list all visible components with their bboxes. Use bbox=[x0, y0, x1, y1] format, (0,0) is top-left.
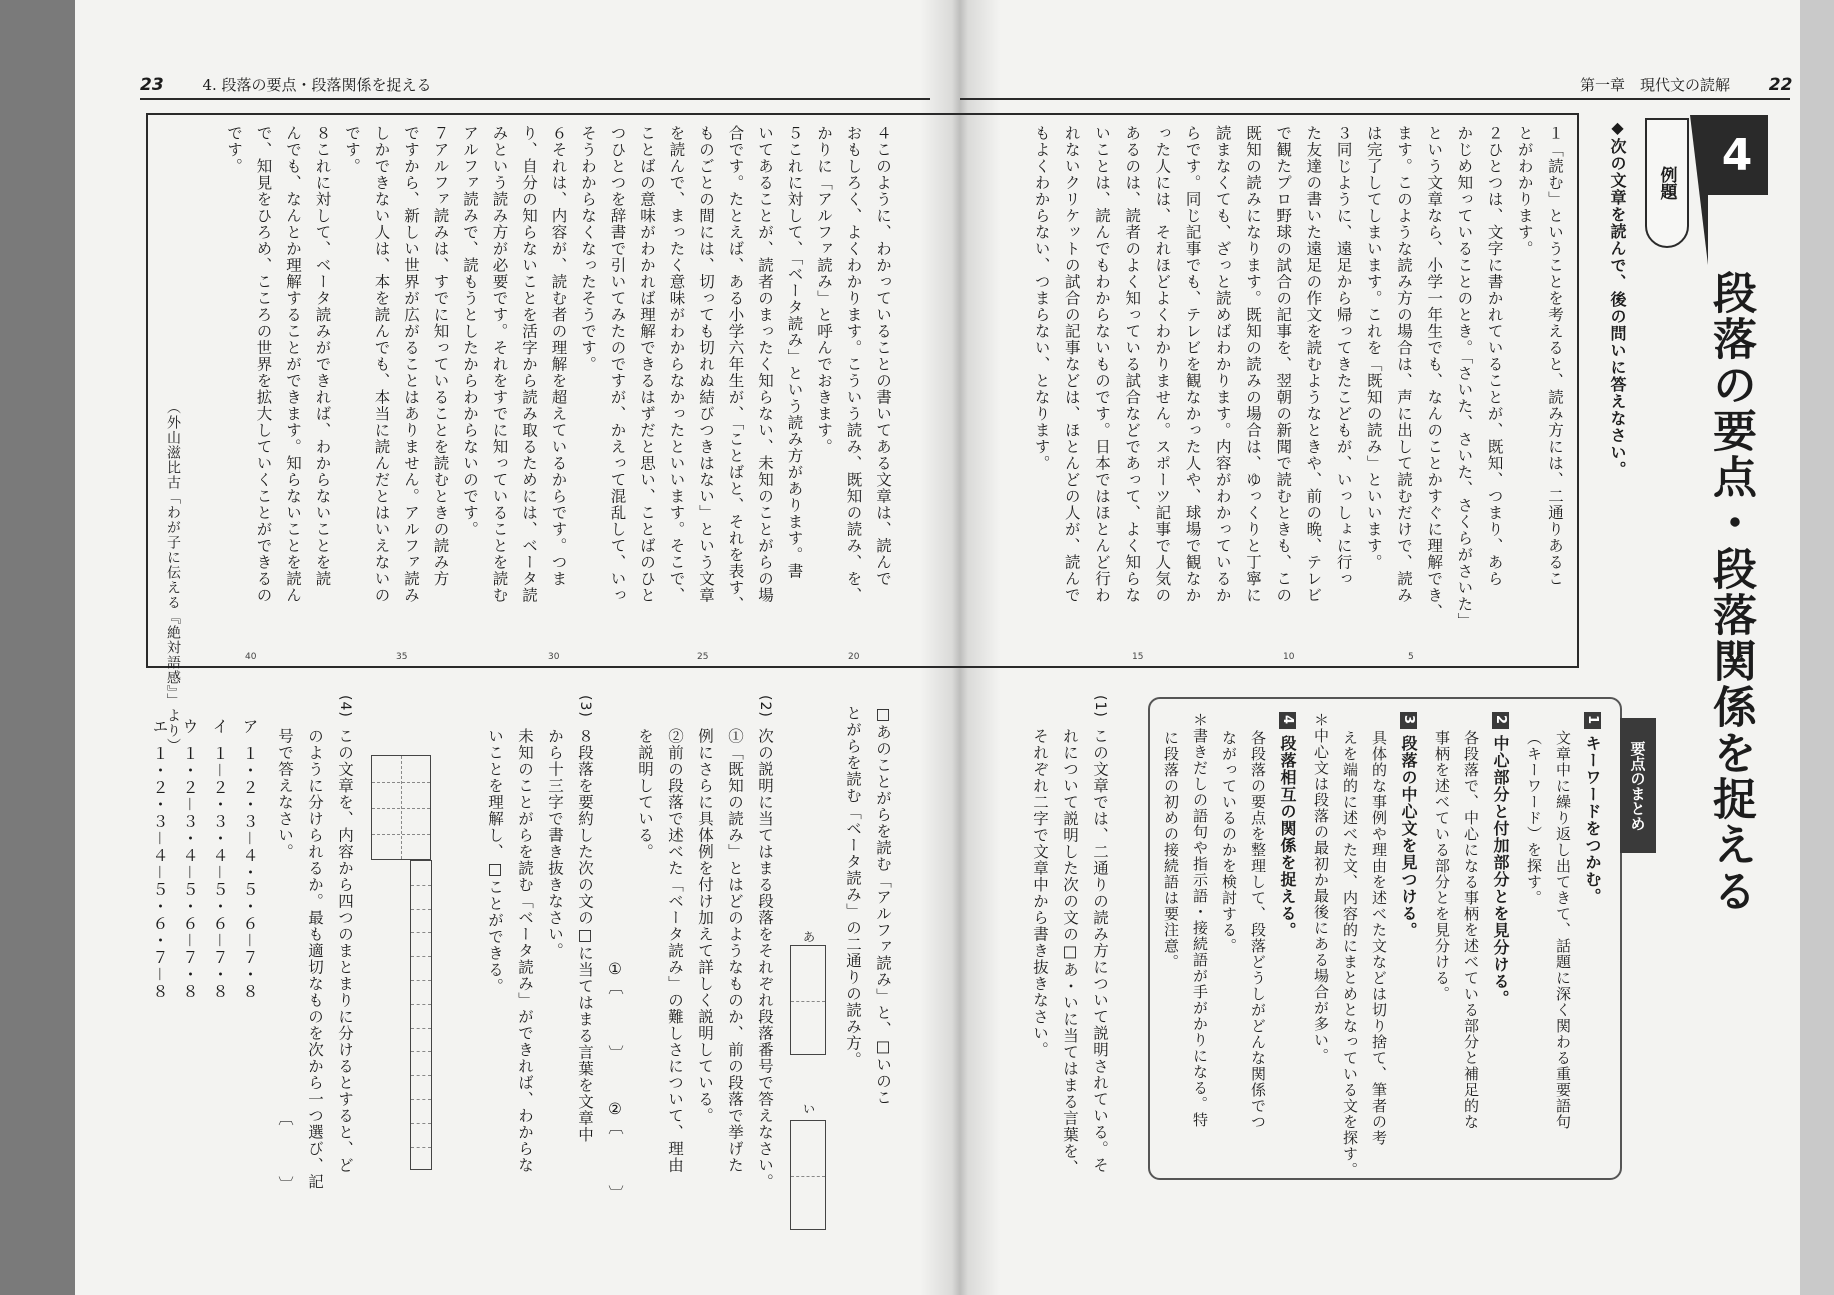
summary-heading-text: キーワードをつかむ。 bbox=[1583, 735, 1602, 905]
summary-number-badge: 2 bbox=[1492, 712, 1509, 729]
passage-line: です。 bbox=[343, 125, 361, 175]
line-number: 10 bbox=[1283, 652, 1295, 662]
question-2-answer-slot: ②〔 〕 bbox=[606, 1100, 624, 1202]
question-3-line: いことを理解し、□ことができる。 bbox=[486, 728, 504, 995]
summary-body-line: （キーワード）を探す。 bbox=[1525, 730, 1543, 906]
question-1-sentence-line: とがらを読む「ベータ読み」の二通りの読み方。 bbox=[844, 705, 862, 1068]
scan-background bbox=[0, 0, 75, 1295]
passage-line: ものごとの間には、切っても切れぬ結びつきはない」という文章 bbox=[697, 125, 715, 604]
passage-line: いことは、読んでもわからないものです。日本ではほとんど行わ bbox=[1093, 125, 1111, 604]
passage-line: もよくわからない、つまらない、となります。 bbox=[1032, 125, 1051, 472]
grid-divider bbox=[411, 1123, 431, 1124]
choice-item[interactable] bbox=[238, 718, 261, 1000]
grid-divider bbox=[411, 885, 431, 886]
choice-text: １・２・３－４－５・６・７－８ bbox=[150, 745, 169, 1001]
left-header bbox=[140, 74, 432, 95]
summary-body-line: ＊中心文は段落の最初か最後にある場合が多い。 bbox=[1312, 712, 1330, 1064]
answer-box-a[interactable] bbox=[790, 945, 826, 1055]
passage-line: で、知見をひろめ、こころの世界を拡大していくことができるの bbox=[254, 125, 273, 604]
question-1-line: れについて説明した次の文の□あ・いに当てはまる言葉を、 bbox=[1061, 728, 1079, 1176]
passage-source: （外山滋比古「わが子に伝える『絶対語感』」より） bbox=[165, 400, 181, 753]
question-2-line: ②前の段落で述べた「ベータ読み」の難しさについて、理由 bbox=[666, 728, 684, 1174]
question-2-line: 例にさらに具体例を付け加えて詳しく説明している。 bbox=[696, 728, 714, 1124]
summary-heading bbox=[1273, 712, 1302, 939]
answer-box-i[interactable] bbox=[790, 1120, 826, 1230]
question-2-label: (2) bbox=[757, 695, 773, 718]
passage-line: ですから、新しい世界が広がることはありません。アルファ読み bbox=[402, 125, 420, 604]
choice-key: イ bbox=[210, 718, 229, 735]
summary-heading-text: 中心部分と付加部分とを見分ける。 bbox=[1491, 735, 1510, 1007]
summary-body-line: ＊書きだしの語句や指示語・接続語が手がかりになる。特 bbox=[1191, 712, 1209, 1128]
question-4-line: 号で答えなさい。 bbox=[276, 728, 294, 860]
passage-line: つひとつを辞書で引いてみたのですが、かえって混乱して、いっ bbox=[608, 125, 627, 604]
choice-text: １－２・３・４－５・６－７・８ bbox=[210, 745, 229, 1001]
grid-divider bbox=[401, 756, 402, 859]
line-number: 40 bbox=[245, 652, 257, 662]
answer-mark-a: あ bbox=[803, 930, 816, 944]
passage-line: という文章なら、小学一年生でも、なんのことかすぐに理解でき、 bbox=[1425, 125, 1444, 620]
line-number: 25 bbox=[697, 652, 709, 662]
passage-line: は完了してしまいます。これを「既知の読み」といいます。 bbox=[1364, 125, 1383, 571]
passage-line: ４このように、わかっていることの書いてある文章は、読んで bbox=[874, 125, 892, 587]
summary-number-badge: 3 bbox=[1400, 712, 1417, 729]
choice-key: ア bbox=[240, 718, 259, 735]
question-3-line: ８段落を要約した次の文の□に当てはまる言葉を文章中 bbox=[576, 728, 594, 1143]
question-1-label: (1) bbox=[1092, 695, 1108, 718]
left-header-rule bbox=[140, 98, 930, 100]
page-edge bbox=[1800, 0, 1834, 1295]
question-4-label: (4) bbox=[337, 695, 353, 718]
question-2-line: ①「既知の読み」とはどのようなものか、前の段落で挙げた bbox=[726, 728, 744, 1174]
summary-body-line: えを端的に述べた文、内容的にまとめとなっている文を探す。 bbox=[1341, 730, 1359, 1178]
passage-line: った人には、それほどよくわかりません。スポーツ記事で人気の bbox=[1153, 125, 1172, 604]
passage-line: ２ひとつは、文字に書かれていることが、既知、つまり、あら bbox=[1485, 125, 1504, 587]
passage-line: ことばの意味がわかれば理解できるはずだと思い、ことばのひと bbox=[638, 125, 656, 604]
question-4-line: この文章を、内容から四つのまとまりに分けるとすると、ど bbox=[336, 728, 354, 1174]
summary-body-line: 文章中に繰り返し出てきて、話題に深く関わる重要語句 bbox=[1554, 730, 1572, 1130]
answer-mark-i: い bbox=[803, 1102, 816, 1116]
passage-line: １「読む」ということを考えると、読み方には、二通りあるこ bbox=[1546, 125, 1564, 587]
question-2-line: 次の説明に当てはまる段落をそれぞれ段落番号で答えなさい。 bbox=[756, 728, 774, 1190]
passage-line: ３同じように、遠足から帰ってきたこどもが、いっしょに行っ bbox=[1334, 125, 1353, 587]
passage-line: ます。このような読み方の場合は、声に出して読むだけで、読み bbox=[1395, 125, 1413, 604]
passage-line: いてあることが、読者のまったく知らない、未知のことがらの場 bbox=[756, 125, 774, 604]
grid-divider bbox=[411, 1051, 431, 1052]
lesson-title: 段落の要点・段落関係を捉える bbox=[1705, 270, 1756, 914]
summary-body-line: 各段落で、中心になる事柄を述べている部分と補足的な bbox=[1462, 730, 1480, 1130]
passage-line: 合です。たとえば、ある小学六年生が、「ことばと、それを表す、 bbox=[726, 125, 745, 613]
answer-grid-upper[interactable] bbox=[371, 755, 431, 860]
choice-item[interactable] bbox=[208, 718, 231, 1000]
question-1-line: この文章では、二通りの読み方について説明されている。そ bbox=[1091, 728, 1109, 1174]
summary-heading bbox=[1486, 712, 1515, 1007]
line-number: 20 bbox=[848, 652, 860, 662]
answer-grid-13char[interactable] bbox=[410, 860, 432, 1170]
summary-label: 要点のまとめ bbox=[1620, 718, 1656, 853]
right-page-number: 22 bbox=[1768, 75, 1793, 95]
passage-line: そうわからなくなったそうです。 bbox=[579, 125, 597, 373]
instruction: ◆次の文章を読んで、後の問いに答えなさい。 bbox=[1608, 118, 1627, 478]
passage-line: 読まなくても、ざっと読めばわかります。内容がわかっているか bbox=[1213, 125, 1232, 604]
choice-text: １・２・３－４・５・６－７・８ bbox=[240, 745, 259, 1001]
passage-line: です。 bbox=[225, 125, 243, 175]
grid-divider bbox=[411, 1075, 431, 1076]
lesson-number: 4 bbox=[1706, 115, 1768, 195]
passage-line: た友達の書いた遠足の作文を読むようなときや、前の晩、テレビ bbox=[1304, 125, 1323, 604]
summary-heading bbox=[1394, 712, 1423, 939]
question-3-line: 未知のことがらを読む「ベータ読み」ができれば、わからな bbox=[516, 728, 534, 1174]
summary-body-line: 具体的な事例や理由を述べた文などは切り捨て、筆者の考 bbox=[1370, 730, 1388, 1146]
passage-line: ７アルファ読みは、すでに知っていることを読むときの読み方 bbox=[431, 125, 450, 587]
line-number: 15 bbox=[1132, 652, 1144, 662]
choice-key: ウ bbox=[180, 718, 199, 735]
passage-line: んでも、なんとか理解することができます。知らないことを読ん bbox=[284, 125, 302, 604]
passage-line: らです。同じ記事でも、テレビを観なかった人や、球場で観なか bbox=[1183, 125, 1202, 604]
grid-divider bbox=[411, 932, 431, 933]
line-number: 35 bbox=[396, 652, 408, 662]
passage-line: おもしろく、よくわかります。こういう読み、既知の読み、を、 bbox=[844, 125, 863, 604]
summary-number-badge: 1 bbox=[1584, 712, 1601, 729]
question-3-line: から十三字で書き抜きなさい。 bbox=[546, 728, 564, 959]
summary-body-line: に段落の初めの接続語は要注意。 bbox=[1162, 730, 1180, 970]
grid-divider bbox=[411, 1028, 431, 1029]
passage-line: ５これに対して、「ベータ読み」という読み方があります。書 bbox=[785, 125, 804, 580]
summary-body-line: 各段落の要点を整理して、段落どうしがどんな関係でつ bbox=[1249, 730, 1267, 1130]
passage-line: ８これに対して、ベータ読みができれば、わからないことを読 bbox=[313, 125, 332, 587]
passage-line: とがわかります。 bbox=[1515, 125, 1534, 257]
grid-divider bbox=[411, 956, 431, 957]
choice-key: エ bbox=[150, 718, 169, 735]
passage-line: 既知の読みになります。既知の読みの場合は、ゆっくりと丁寧に bbox=[1244, 125, 1262, 604]
line-number: 5 bbox=[1408, 652, 1414, 662]
question-2-answer-slot: ①〔 〕 bbox=[606, 960, 624, 1062]
passage-line: かじめ知っていることのとき。「さいた、さいた、さくらがさいた」 bbox=[1455, 125, 1474, 629]
question-3-label: (3) bbox=[577, 695, 593, 718]
passage-line: かりに「アルファ読み」と呼んでおきます。 bbox=[815, 125, 833, 455]
passage-line: しかできない人は、本を読んでも、本当に読んだとはいえないの bbox=[372, 125, 391, 604]
summary-heading-text: 段落の中心文を見つける。 bbox=[1399, 735, 1418, 939]
left-header-title: 4. 段落の要点・段落関係を捉える bbox=[202, 76, 432, 94]
choice-text: １・２－３・４－５・６－７・８ bbox=[180, 745, 199, 1001]
passage-line: れないクリケットの試合の記事などは、ほとんどの人が、読んで bbox=[1062, 125, 1081, 604]
right-header bbox=[1580, 74, 1792, 95]
grid-divider bbox=[411, 909, 431, 910]
question-4-answer-slot: 〔 〕 bbox=[276, 1110, 294, 1193]
choice-item[interactable] bbox=[148, 718, 171, 1000]
summary-heading bbox=[1578, 712, 1607, 905]
summary-body-line: ながっているのかを検討する。 bbox=[1220, 730, 1238, 954]
grid-divider bbox=[411, 1147, 431, 1148]
passage-line: あるのは、読者のよく知っている試合などであって、よく知らな bbox=[1123, 125, 1142, 604]
passage-line: アルファ読みで、読もうとしたからわからないのです。 bbox=[461, 125, 479, 538]
passage-line: を読んで、まったく意味がわからなかったといいます。そこで、 bbox=[667, 125, 686, 604]
example-label: 例題 bbox=[1645, 118, 1689, 248]
line-number: 30 bbox=[548, 652, 560, 662]
right-header-rule bbox=[960, 98, 1790, 100]
choice-item[interactable] bbox=[178, 718, 201, 1000]
summary-body-line: 事柄を述べている部分とを見分ける。 bbox=[1433, 730, 1451, 1002]
left-page-number: 23 bbox=[140, 75, 164, 95]
grid-divider bbox=[411, 980, 431, 981]
passage-line: で観たプロ野球の試合の記事を、翌朝の新聞で読むときも、この bbox=[1274, 125, 1293, 604]
question-2-line: を説明している。 bbox=[636, 728, 654, 860]
passage-line: ６それは、内容が、読む者の理解を超えているからです。つま bbox=[549, 125, 568, 587]
passage-line: り、自分の知らないことを活字から読み取るためには、ベータ読 bbox=[520, 125, 538, 604]
passage-line: みという読み方が必要です。それをすでに知っていることを読む bbox=[490, 125, 509, 604]
question-1-sentence-line: □あのことがらを読む「アルファ読み」と、□いのこ bbox=[874, 705, 892, 1106]
summary-number-badge: 4 bbox=[1279, 712, 1296, 729]
right-chapter: 第一章 現代文の読解 bbox=[1580, 76, 1731, 94]
summary-heading-text: 段落相互の関係を捉える。 bbox=[1278, 735, 1297, 939]
question-1-line: それぞれ二字で文章中から書き抜きなさい。 bbox=[1031, 728, 1049, 1058]
question-4-line: のように分けられるか。最も適切なものを次から一つ選び、記 bbox=[306, 728, 324, 1190]
grid-divider bbox=[411, 1099, 431, 1100]
grid-divider bbox=[411, 1004, 431, 1005]
